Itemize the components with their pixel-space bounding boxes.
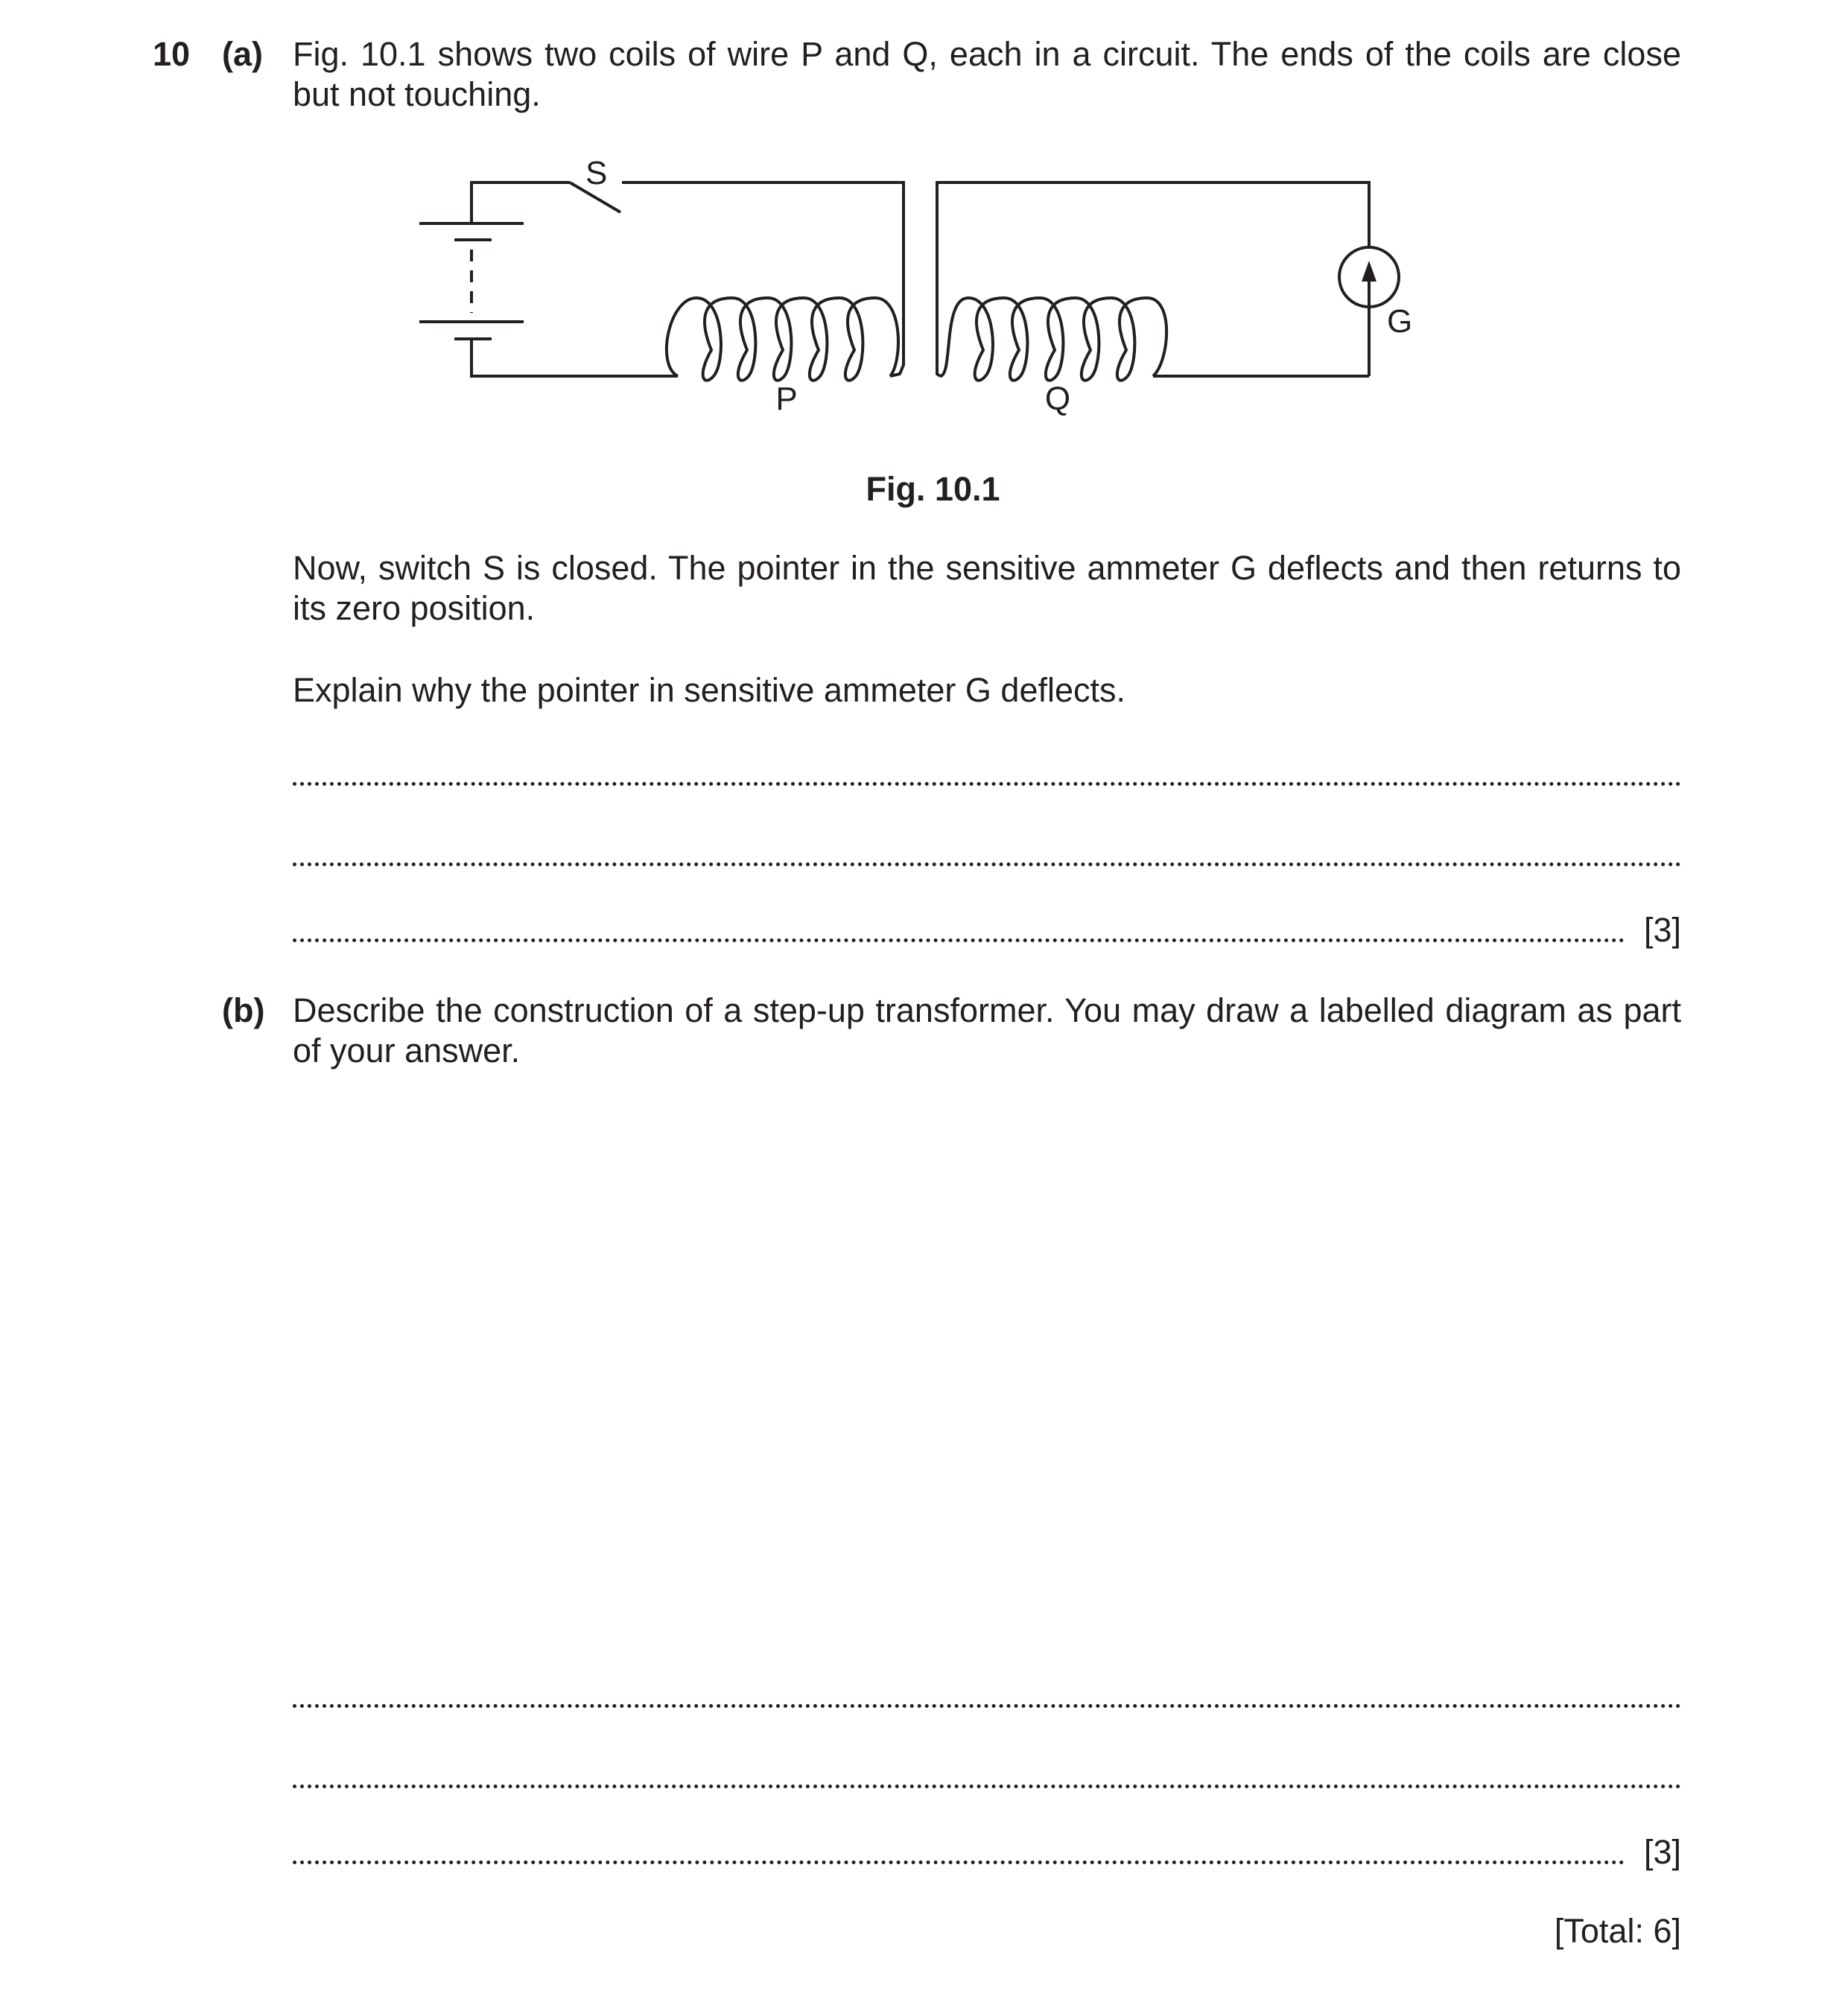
circuit-p [419,182,904,381]
question-number: 10 [153,35,191,73]
wire-top-left [471,182,570,223]
answer-line-a-2[interactable] [293,834,1681,874]
switch-label: S [585,155,608,191]
answer-line-b-2[interactable] [293,1756,1681,1796]
part-a-intro-text: Fig. 10.1 shows two coils of wire P and Q, each in a circuit. The ends of the coils are close but not touching. [293,35,1681,113]
total-marks: [Total: 6] [1554,1912,1681,1950]
part-b-marks: [3] [1643,1833,1681,1871]
coil-p-label: P [775,381,798,417]
wire-top-right-p [622,182,904,376]
part-a-marks: [3] [1643,911,1681,949]
circuit-q [937,182,1399,381]
wire-top-q [937,182,1369,376]
wire-bottom-p [471,339,678,376]
answer-line-a-1[interactable] [293,754,1681,794]
answer-line-b-1[interactable] [293,1676,1681,1716]
ammeter-arrow-head [1362,261,1377,282]
figure-caption: Fig. 10.1 [866,470,1000,508]
ammeter-label: G [1387,303,1413,340]
coil-q-label: Q [1044,381,1071,417]
part-b-prompt: Describe the construction of a step-up transformer. You may draw a labelled diagram as part of your answer. [293,991,1681,1070]
figure-caption-row [0,469,1848,509]
part-a-statement: Now, switch S is closed. The pointer in the sensitive ammeter G deflects and then returns to its zero position. [293,549,1681,627]
coil-p [667,298,898,381]
answer-line-a-3[interactable] [293,910,1681,950]
circuit-diagram [402,142,1445,439]
part-a-label: (a) [222,35,263,73]
part-a-prompt: Explain why the pointer in sensitive ammeter G deflects. [293,671,1126,709]
part-b-label: (b) [222,991,265,1029]
answer-line-b-3[interactable] [293,1832,1681,1872]
coil-q [940,298,1166,381]
